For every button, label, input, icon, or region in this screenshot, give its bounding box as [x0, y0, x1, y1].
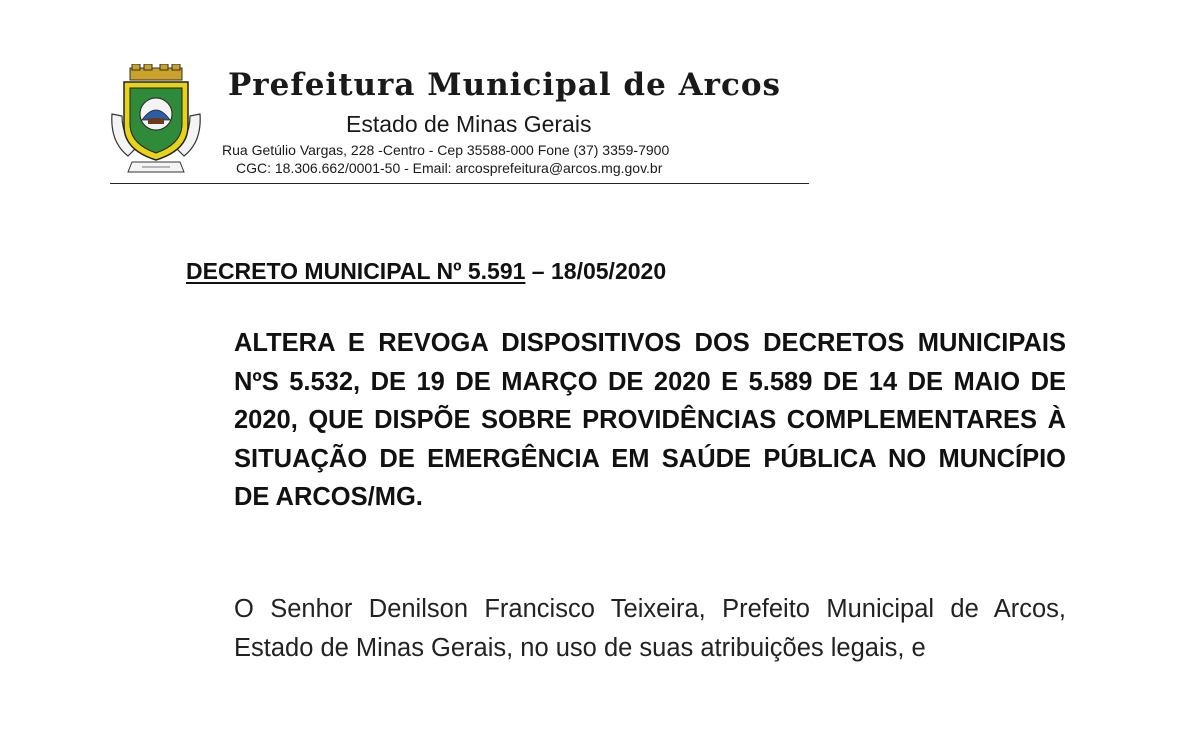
header-divider: [110, 183, 809, 184]
decree-number: DECRETO MUNICIPAL Nº 5.591: [186, 258, 526, 284]
state-name: Estado de Minas Gerais: [346, 111, 592, 137]
coat-of-arms-icon: [108, 64, 204, 176]
decree-date: – 18/05/2020: [525, 258, 667, 284]
decree-title: [186, 258, 666, 285]
municipality-name: Prefeitura Municipal de Arcos: [228, 67, 782, 103]
address-line: Rua Getúlio Vargas, 228 -Centro - Cep 35588-000 Fone (37) 3359-7900: [222, 142, 670, 158]
registry-line: CGC: 18.306.662/0001-50 - Email: arcosprefeitura@arcos.mg.gov.br: [236, 160, 663, 176]
decree-preamble: O Senhor Denilson Francisco Teixeira, Prefeito Municipal de Arcos, Estado de Minas Gerais, no uso de suas atribuições legais, e: [234, 595, 1066, 662]
decree-summary: ALTERA E REVOGA DISPOSITIVOS DOS DECRETOS MUNICIPAIS NºS 5.532, DE 19 DE MARÇO DE 2020 E 5.589 DE 14 DE MAIO DE 2020, QUE DISPÕE SOBRE PROVIDÊNCIAS COMPLEMENTARES À SITUAÇÃO DE EMERGÊNCIA EM SAÚDE PÚBLICA NO MUNCÍPIO DE ARCOS/MG.: [234, 329, 1066, 511]
